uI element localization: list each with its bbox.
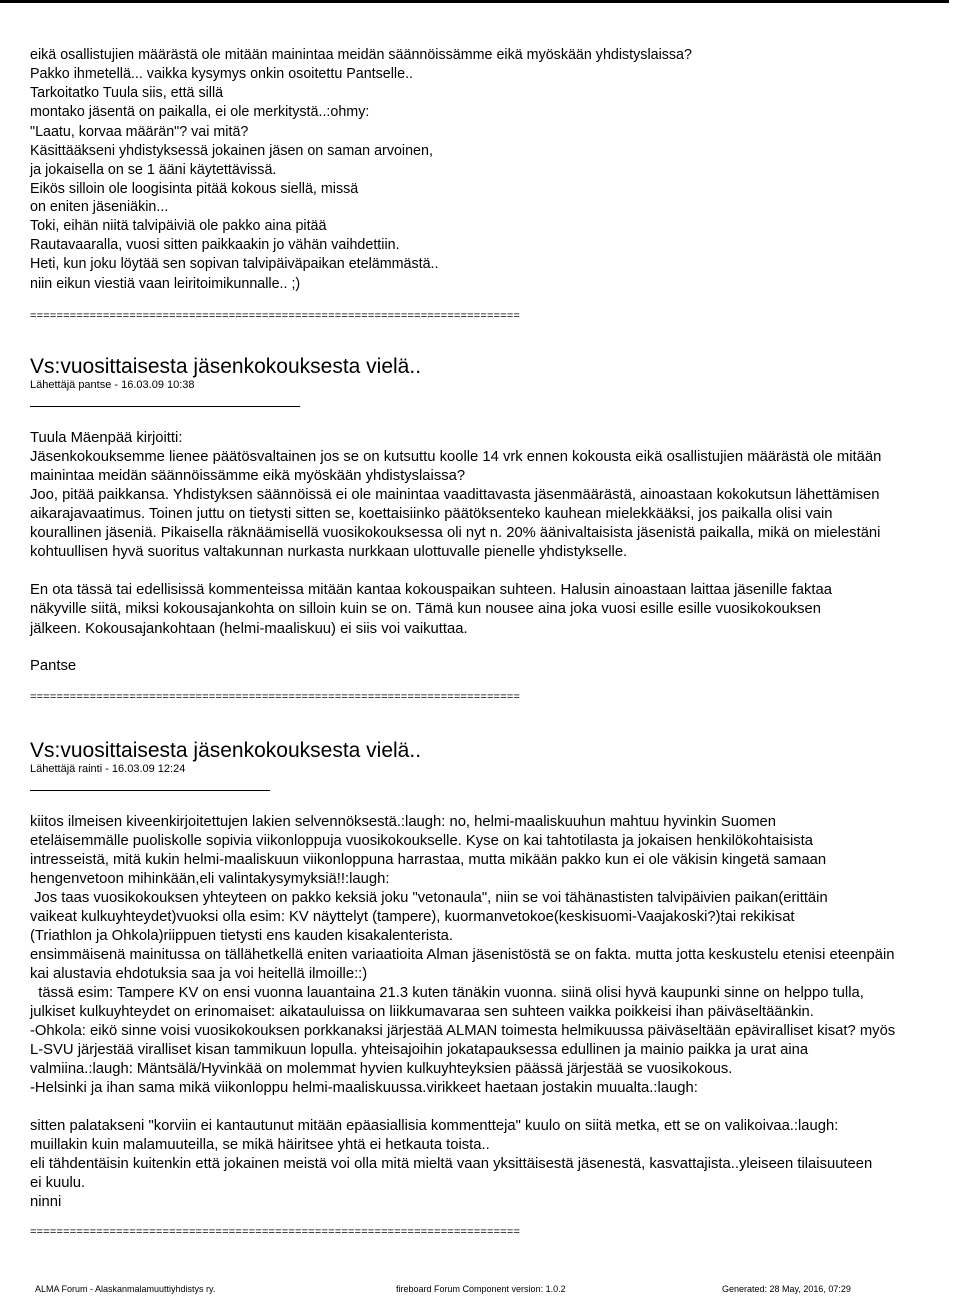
post-line: ei kuulu.: [30, 1175, 86, 1191]
post-line: ensimmäisenä mainitussa on tällähetkellä eniten variaatioita Alman jäsenistöstä se on fakta. mutta jotta keskustelu etenisi eteenpäin: [30, 947, 895, 963]
quote-line: Pakko ihmetellä... vaikka kysymys onkin osoitettu Pantselle..: [30, 66, 414, 82]
post-line: sitten palatakseni "korviin ei kantautunut mitään epäasiallisia kommentteja" kuulo on siitä metka, ett se on valikoivaa.:laugh:: [30, 1118, 839, 1134]
post-line: vaikeat kulkuyhteydet)vuoksi olla esim: KV näyttelyt (tampere), kuormanvetokoe(keskisuomi-Vaajakoski?)tai rekikisat: [30, 909, 795, 925]
post-line: kiitos ilmeisen kiveenkirjoitettujen lakien selvennöksestä.:laugh: no, helmi-maaliskuuhun mahtuu hyvinkin Suomen: [30, 814, 776, 830]
post-byline: Lähettäjä rainti - 16.03.09 12:24: [30, 763, 186, 775]
post-line: Jos taas vuosikokouksen yhteyteen on pakko keksiä joku "vetonaula", niin se voi tähänastisten talvipäivien paikan(erittäin: [30, 890, 828, 906]
post-line: Tuula Mäenpää kirjoitti:: [30, 430, 183, 446]
post-line: jälkeen. Kokousajankohtaan (helmi-maaliskuu) ei siis voi vaikuttaa.: [30, 621, 468, 637]
post-line: mainintaa meidän säännöissämme eikä myöskään yhdistyslaissa?: [30, 468, 466, 484]
quote-line: Rautavaaralla, vuosi sitten paikkaakin jo vähän vaihdettiin.: [30, 237, 400, 253]
post-line: -Helsinki ja ihan sama mikä viikonloppu helmi-maaliskuussa.virikkeet haetaan jostakin muualta.:laugh:: [30, 1080, 698, 1096]
post-line: En ota tässä tai edellisissä kommenteissa mitään kantaa kokouspaikan suhteen. Halusin ainoastaan laittaa jäsenille faktaa: [30, 582, 832, 598]
post-line: valmiina.:laugh: Mäntsälä/Hyvinkää on molemmat hyvien kulkuyhteyksien päässä järjestää se vuosikokous.: [30, 1061, 733, 1077]
post-line: -Ohkola: eikö sinne voisi vuosikokouksen porkkanaksi järjestää ALMAN toimesta helmikuussa päiväseltään epäviralliset kisat? myös: [30, 1023, 896, 1039]
post-line: kourallinen jäseniä. Pikaisella räknäämisellä vuosikokouksessa oli nyt n. 20% äänivaltaisista jäsenistä paikalla, mikä on mielestäni: [30, 525, 881, 541]
byline-rule: [30, 406, 300, 407]
quote-line: montako jäsentä on paikalla, ei ole merkitystä..:ohmy:: [30, 104, 370, 120]
post-line: Joo, pitää paikkansa. Yhdistyksen säännöissä ei ole mainintaa vaadittavasta jäsenmäärästä, ainoastaan kokokutsun lähettämisen: [30, 487, 880, 503]
quote-line: ja jokaisella on se 1 ääni käytettävissä.: [30, 162, 277, 178]
post-byline: Lähettäjä pantse - 16.03.09 10:38: [30, 379, 195, 391]
post-line: julkiset kulkuyhteydet on erinomaiset: aikatauluissa on liikkumavaraa sen suhteen vaikka poikkeisi ihan päiväseltäänkin.: [30, 1004, 814, 1020]
separator: ==========================================================================: [30, 310, 521, 322]
footer-version: fireboard Forum Component version: 1.0.2: [396, 1284, 566, 1294]
footer-forum-name: ALMA Forum - Alaskanmalamuuttiyhdistys ry.: [35, 1284, 216, 1294]
post-line: Jäsenkokouksemme lienee päätösvaltainen jos se on kutsuttu koolle 14 vrk ennen kokousta eikä osallistujien määrästä ole mitään: [30, 449, 882, 465]
byline-rule: [30, 790, 270, 791]
post-line: intresseistä, mitä kukin helmi-maaliskuun viikonloppuna harrastaa, mutta mikään pakko kun ei ole väkisin kingetä samaan: [30, 852, 827, 868]
footer-generated: Generated: 28 May, 2016, 07:29: [722, 1284, 851, 1294]
post-signature: Pantse: [30, 658, 77, 674]
post-line: L-SVU järjestää viralliset kisan tammikuun lopulla. yhteisajoihin jokatapauksessa edullinen ja mainio paikka ja urat aina: [30, 1042, 809, 1058]
quote-line: niin eikun viestiä vaan leiritoimikunnalle.. ;): [30, 276, 301, 292]
post-line: eteläisemmälle puoliskolle sopivia viikonloppuja vuosikokoukselle. Kyse on kai tahtotilasta ja jokaisen henkilökohtaisista: [30, 833, 814, 849]
post-line: tässä esim: Tampere KV on ensi vuonna lauantaina 21.3 kuten tänäkin vuonna. siinä olisi hyvä kaupunki sinne on helppo tulla,: [30, 985, 864, 1001]
separator: ==========================================================================: [30, 691, 521, 703]
post-line: näkyville siitä, miksi kokousajankohta on silloin kuin se on. Tämä kun nousee aina joka vuosi esille esille vuosikokouksen: [30, 601, 821, 617]
quote-line: on eniten jäseniäkin...: [30, 199, 169, 215]
post-signature: ninni: [30, 1194, 62, 1210]
post-line: kohtuullisen hyvä suoritus valtakunnan nurkasta nurkkaan ulottuvalle pienelle yhdistykselle.: [30, 544, 628, 560]
post-line: eli tähdentäisin kuitenkin että jokainen meistä voi olla mitä mieltä vaan yksittäisestä jäsenestä, kasvattajista..yleiseen tilaisuuteen: [30, 1156, 873, 1172]
quote-line: Tarkoitatko Tuula siis, että sillä: [30, 85, 224, 101]
separator: ==========================================================================: [30, 1226, 521, 1238]
post-line: kai alustavia ehdotuksia saa ja voi heitellä ilmoille::): [30, 966, 368, 982]
top-border: [0, 0, 960, 3]
quote-line: Käsittääkseni yhdistyksessä jokainen jäsen on saman arvoinen,: [30, 143, 433, 159]
post-line: muillakin kuin malamuuteilla, se mikä häiritsee yhtä ei hetkauta toista..: [30, 1137, 490, 1153]
quote-line: Eikös silloin ole loogisinta pitää kokous siellä, missä: [30, 181, 359, 197]
quote-line: Heti, kun joku löytää sen sopivan talvipäiväpaikan etelämmästä..: [30, 256, 439, 272]
post-line: hengenvetoon mihinkään,eli valintakysymyksiä!!:laugh:: [30, 871, 390, 887]
post-line: aikarajavaatimus. Toinen juttu on tietysti sitten se, koettaisiinko päätöksenteko kauhean mielekkääksi, jos paikalla olisi vain: [30, 506, 833, 522]
post-title: Vs:vuosittaisesta jäsenkokouksesta vielä..: [30, 355, 422, 378]
quote-line: Toki, eihän niitä talvipäiviä ole pakko aina pitää: [30, 218, 327, 234]
post-title: Vs:vuosittaisesta jäsenkokouksesta vielä..: [30, 739, 422, 762]
post-line: (Triathlon ja Ohkola)riippuen tietysti ens kauden kisakalenterista.: [30, 928, 454, 944]
quote-line: eikä osallistujien määrästä ole mitään mainintaa meidän säännöissämme eikä myöskään yhdistyslaissa?: [30, 47, 692, 63]
quote-line: "Laatu, korvaa määrän"? vai mitä?: [30, 124, 249, 140]
